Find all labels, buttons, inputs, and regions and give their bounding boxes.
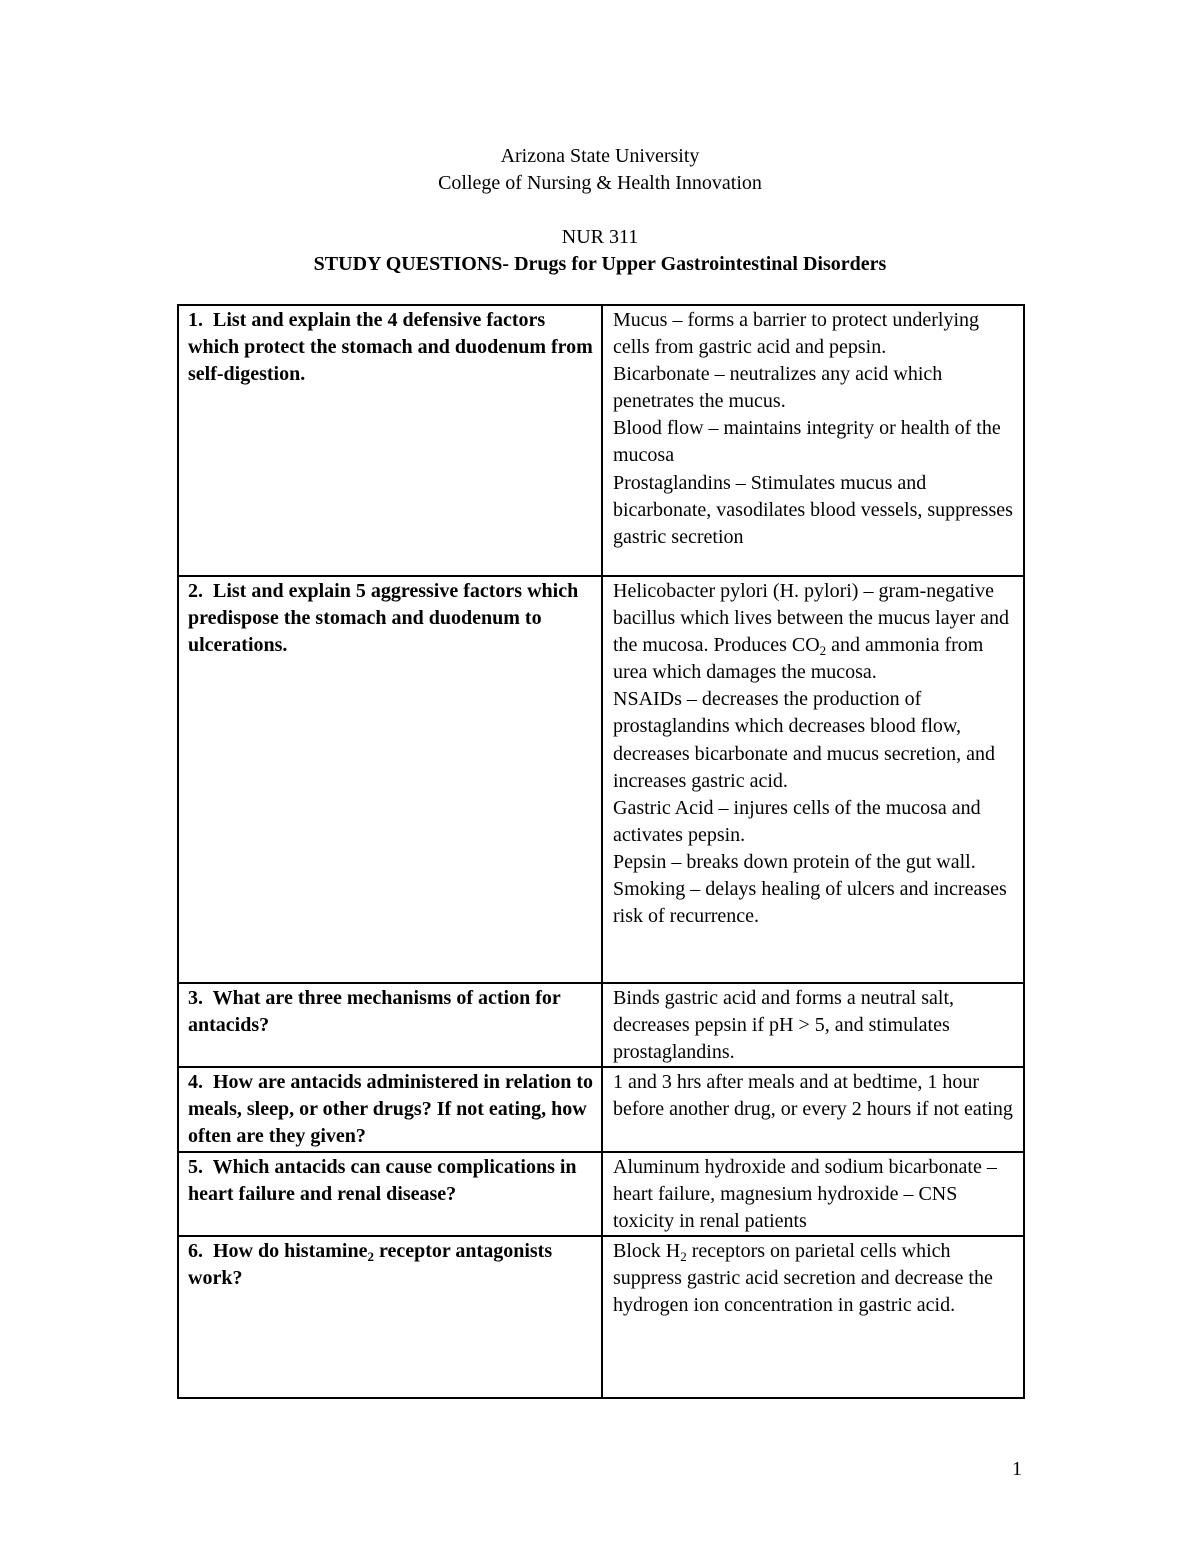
answer-text: Aluminum hydroxide and sodium bicarbonate – heart failure, magnesium hydroxide – CNS toxicity in renal patients <box>613 1155 997 1232</box>
question-cell <box>178 1152 602 1236</box>
table-row <box>178 305 1024 576</box>
answer-cell <box>602 983 1024 1067</box>
answer-item: Bicarbonate – neutralizes any acid which penetrates the mucus. <box>613 363 943 413</box>
course-code: NUR 311 <box>561 226 639 248</box>
question-text: receptor antagonists work? <box>188 1239 553 1289</box>
question-text: How do histamine <box>213 1239 368 1262</box>
answer-cell <box>602 1152 1024 1236</box>
page-number: 1 <box>1012 1458 1022 1480</box>
study-questions-table <box>177 304 1025 1399</box>
question-cell <box>178 1236 602 1398</box>
answer-text: 1 and 3 hrs after meals and at bedtime, 1 hour before another drug, or every 2 hours if not eating <box>613 1071 1013 1121</box>
answer-item: Gastric Acid – injures cells of the mucosa and activates pepsin. <box>613 796 981 846</box>
question-number: 2. <box>188 580 203 602</box>
question-number: 3. <box>188 987 203 1009</box>
answer-cell <box>602 576 1024 983</box>
answer-cell <box>602 1236 1024 1398</box>
question-cell <box>178 983 602 1067</box>
question-text: List and explain 5 aggressive factors which predispose the stomach and duodenum to ulcerations. <box>188 580 579 657</box>
table-row <box>178 1152 1024 1236</box>
answer-item: Smoking – delays healing of ulcers and increases risk of recurrence. <box>613 878 1007 928</box>
question-number: 6. <box>188 1239 203 1262</box>
answer-item: Prostaglandins – Stimulates mucus and bicarbonate, vasodilates blood vessels, suppresses gastric secretion <box>613 471 1013 548</box>
answer-item: NSAIDs – decreases the production of prostaglandins which decreases blood flow, decreases bicarbonate and mucus secretion, and increases gastric acid. <box>613 688 996 792</box>
question-cell <box>178 576 602 983</box>
question-cell <box>178 305 602 576</box>
subscript: 2 <box>367 1248 374 1264</box>
table-row <box>178 1236 1024 1398</box>
answer-cell <box>602 1067 1024 1151</box>
question-number: 5. <box>188 1155 203 1178</box>
question-text: List and explain the 4 defensive factors which protect the stomach and duodenum from self-digestion. <box>188 309 593 386</box>
answer-item: Pepsin – breaks down protein of the gut wall. <box>613 850 976 873</box>
table-row <box>178 983 1024 1067</box>
question-number: 4. <box>188 1071 203 1094</box>
question-text: Which antacids can cause complications in heart failure and renal disease? <box>188 1155 577 1205</box>
answer-text: Block H <box>613 1239 681 1262</box>
answer-text: receptors on parietal cells which suppress gastric acid secretion and decrease the hydrogen ion concentration in gastric acid. <box>613 1239 993 1317</box>
university-name: Arizona State University <box>500 145 700 167</box>
college-name: College of Nursing & Health Innovation <box>438 172 762 194</box>
subscript: 2 <box>680 1248 687 1264</box>
question-cell <box>178 1067 602 1151</box>
question-text: What are three mechanisms of action for antacids? <box>188 987 561 1037</box>
answer-text: Binds gastric acid and forms a neutral salt, decreases pepsin if pH > 5, and stimulates prostaglandins. <box>613 987 955 1064</box>
answer-text: and ammonia from urea which damages the mucosa. <box>613 634 984 684</box>
table-row <box>178 576 1024 983</box>
question-text: How are antacids administered in relation to meals, sleep, or other drugs? If not eating, how often are they given? <box>188 1071 593 1148</box>
answer-item <box>613 578 1015 686</box>
subscript: 2 <box>819 643 827 659</box>
answer-cell <box>602 305 1024 576</box>
answer-item: Mucus – forms a barrier to protect underlying cells from gastric acid and pepsin. <box>613 309 980 359</box>
answer-item: Blood flow – maintains integrity or health of the mucosa <box>613 417 1001 467</box>
table-row <box>178 1067 1024 1151</box>
answer-text: Helicobacter pylori (H. pylori) – gram-negative bacillus which lives between the mucus layer and the mucosa. Produces CO <box>613 580 1009 657</box>
question-number: 1. <box>188 309 203 331</box>
document-title: STUDY QUESTIONS- Drugs for Upper Gastrointestinal Disorders <box>313 253 887 275</box>
